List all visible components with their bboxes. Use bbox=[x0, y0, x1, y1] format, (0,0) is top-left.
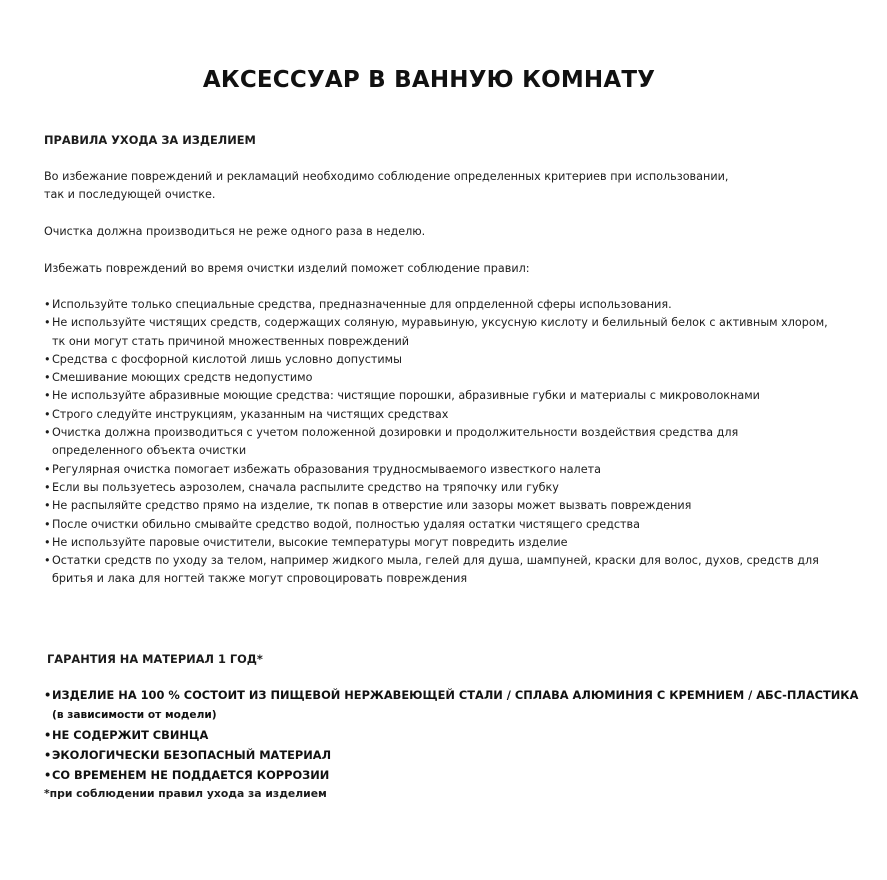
care-rule-line: Регулярная очистка помогает избежать образования трудносмываемого известкого налета bbox=[52, 462, 601, 476]
bullet-icon: • bbox=[44, 298, 51, 311]
care-rule-item bbox=[44, 369, 828, 387]
bullet-icon: • bbox=[44, 768, 52, 782]
care-rule-line: Очистка должна производиться с учетом положенной дозировки и продолжительности воздействия средства для bbox=[52, 426, 739, 440]
feature-text: НЕ СОДЕРЖИТ СВИНЦА bbox=[52, 728, 209, 742]
bullet-icon: • bbox=[44, 554, 51, 568]
care-rule-line-continued: определенного объекта очистки bbox=[52, 444, 247, 458]
care-rule-line: После очистки обильно смывайте средство водой, полностью удаляя остатки чистящего средства bbox=[52, 517, 640, 531]
feature-text: ИЗДЕЛИЕ НА 100 % СОСТОИТ ИЗ ПИЩЕВОЙ НЕРЖАВЕЮЩЕЙ СТАЛИ / СПЛАВА АЛЮМИНИЯ С КРЕМНИЕМ / АБС-ПЛАСТИКА bbox=[52, 688, 859, 702]
warranty-heading: ГАРАНТИЯ НА МАТЕРИАЛ 1 ГОД* bbox=[47, 652, 263, 666]
care-rule-line: Не используйте чистящих средств, содержащих соляную, муравьиную, уксусную кислоту и белильный белок с активным хлором, bbox=[52, 316, 828, 330]
care-rule-line-continued: тк они могут стать причиной множественных повреждений bbox=[52, 334, 410, 348]
care-rule-item bbox=[44, 314, 828, 351]
cleaning-frequency-text: Очистка должна производиться не реже одного раза в неделю. bbox=[44, 225, 426, 238]
bullet-icon: • bbox=[44, 371, 51, 385]
care-rule-line: Не используйте абразивные моющие средства: чистящие порошки, абразивные губки и материалы с микроволокнами bbox=[52, 389, 760, 403]
care-rule-item bbox=[44, 387, 828, 405]
care-rule-item bbox=[44, 461, 828, 479]
care-rule-line: Не распыляйте средство прямо на изделие, тк попав в отверстие или зазоры может вызвать повреждения bbox=[52, 499, 692, 513]
feature-item bbox=[44, 685, 858, 725]
bullet-icon: • bbox=[44, 535, 51, 549]
care-rule-line: Используйте только специальные средства, предназначенные для опрделенной сферы использования. bbox=[52, 298, 672, 311]
material-features-list bbox=[44, 685, 858, 785]
care-rule-line: Остатки средств по уходу за телом, например жидкого мыла, гелей для душа, шампуней, краски для волос, духов, средств для bbox=[52, 554, 819, 568]
care-rule-item bbox=[44, 534, 828, 552]
care-rule-line: Смешивание моющих средств недопустимо bbox=[52, 371, 313, 385]
feature-item bbox=[44, 725, 858, 745]
care-rule-item bbox=[44, 497, 828, 515]
care-rule-line-continued: бритья и лака для ногтей также могут спровоцировать повреждения bbox=[52, 572, 468, 586]
bullet-icon: • bbox=[44, 480, 51, 494]
bullet-icon: • bbox=[44, 426, 51, 440]
feature-item bbox=[44, 745, 858, 765]
care-rules-list bbox=[44, 296, 828, 589]
bullet-icon: • bbox=[44, 748, 52, 762]
bullet-icon: • bbox=[44, 728, 52, 742]
care-rule-item bbox=[44, 406, 828, 424]
feature-text: ЭКОЛОГИЧЕСКИ БЕЗОПАСНЫЙ МАТЕРИАЛ bbox=[52, 748, 332, 762]
care-rule-item bbox=[44, 351, 828, 369]
care-intro-line-1: Во избежание повреждений и рекламаций необходимо соблюдение определенных критериев при использовании, bbox=[44, 170, 729, 183]
warranty-footnote: *при соблюдении правил ухода за изделием bbox=[44, 787, 327, 800]
care-rule-item bbox=[44, 424, 828, 461]
care-rule-item bbox=[44, 552, 828, 589]
care-rule-item bbox=[44, 479, 828, 497]
feature-item bbox=[44, 765, 858, 785]
bullet-icon: • bbox=[44, 462, 51, 476]
bullet-icon: • bbox=[44, 517, 51, 531]
bullet-icon: • bbox=[44, 407, 51, 421]
bullet-icon: • bbox=[44, 499, 51, 513]
bullet-icon: • bbox=[44, 688, 52, 702]
care-rule-line: Не используйте паровые очистители, высокие температуры могут повредить изделие bbox=[52, 535, 568, 549]
bullet-icon: • bbox=[44, 389, 51, 403]
care-rule-line: Строго следуйте инструкциям, указанным на чистящих средствах bbox=[52, 407, 449, 421]
page-title: АКСЕССУАР В ВАННУЮ КОМНАТУ bbox=[202, 67, 656, 93]
care-rule-line: Средства с фосфорной кислотой лишь условно допустимы bbox=[52, 352, 402, 366]
bullet-icon: • bbox=[44, 316, 51, 330]
care-intro-paragraph bbox=[44, 168, 728, 205]
rules-intro-text: Избежать повреждений во время очистки изделий поможет соблюдение правил: bbox=[44, 262, 530, 275]
care-intro-line-2: так и последующей очистке. bbox=[44, 188, 216, 202]
care-rule-item bbox=[44, 516, 828, 534]
care-rules-heading: ПРАВИЛА УХОДА ЗА ИЗДЕЛИЕМ bbox=[44, 133, 256, 147]
care-rule-line: Если вы пользуетесь аэрозолем, сначала распылите средство на тряпочку или губку bbox=[52, 480, 559, 494]
feature-text: СО ВРЕМЕНЕМ НЕ ПОДДАЕТСЯ КОРРОЗИИ bbox=[52, 768, 330, 782]
bullet-icon: • bbox=[44, 352, 51, 366]
care-rule-item bbox=[44, 296, 828, 314]
feature-note: (в зависимости от модели) bbox=[52, 709, 217, 721]
